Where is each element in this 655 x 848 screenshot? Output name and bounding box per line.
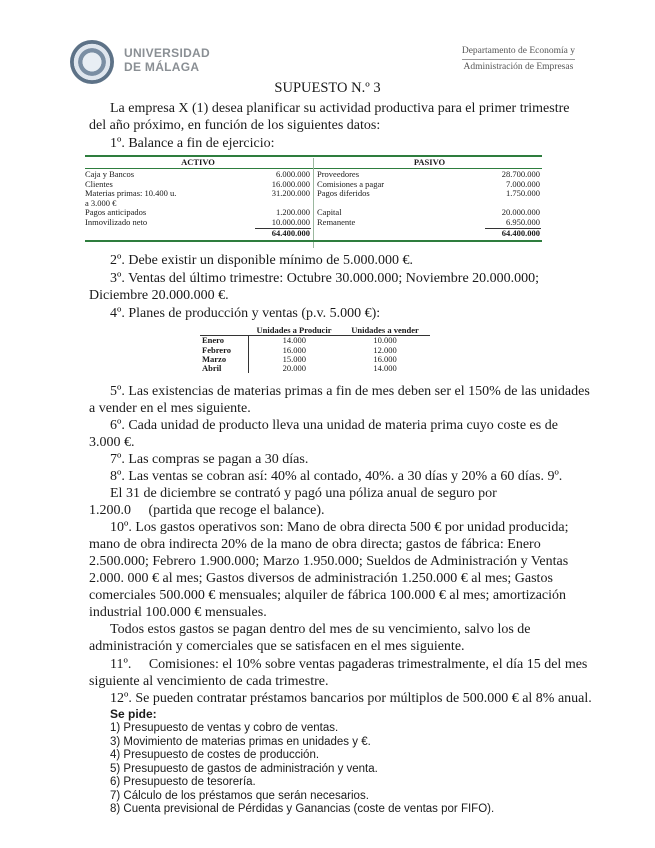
pasivo-row: Remanente 6.950.000 <box>317 216 540 227</box>
point-5-line-2: a vender en el mes siguiente. <box>89 401 251 416</box>
point-10-line-2: mano de obra indirecta 20% de la mano de obra directa; gastos de fábrica: Enero <box>89 537 541 552</box>
plan-header-sell: Unidades a vender <box>340 326 430 336</box>
point-10b-line-2: administración y comerciales que se satisfacen en el mes siguiente. <box>89 639 465 654</box>
plan-produce: 15.000 <box>282 353 306 364</box>
task-item: 7) Cálculo de los préstamos que serán necesarios. <box>110 789 369 802</box>
pasivo-row: Comisiones a pagar 7.000.000 <box>317 178 540 189</box>
point-8: 8º. Las ventas se cobran así: 40% al contado, 40%. a 30 días y 20% a 60 días. 9º. <box>110 469 563 484</box>
plan-produce: 20.000 <box>282 363 306 374</box>
pasivo-row: Proveedores 28.700.000 <box>317 169 540 179</box>
plan-month: Marzo <box>200 355 248 364</box>
balance-top-rule <box>85 155 542 157</box>
task-item: 6) Presupuesto de tesorería. <box>110 776 256 788</box>
point-10b-line-1: Todos estos gastos se pagan dentro del mes de su vencimiento, salvo los de <box>110 622 531 637</box>
task-list <box>110 722 494 817</box>
plan-sell: 10.000 <box>373 335 397 346</box>
plan-row <box>200 364 430 373</box>
point-12: 12º. Se pueden contratar préstamos bancarios por múltiplos de 500.000 € al 8% anual. <box>110 691 592 706</box>
task-item: 4) Presupuesto de costes de producción. <box>110 749 320 761</box>
point-10-line-1: 10º. Los gastos operativos son: Mano de obra directa 500 € por unidad producida; <box>110 520 569 535</box>
page-title: SUPUESTO N.º 3 <box>274 80 381 96</box>
point-10-line-4: 2.000. 000 € al mes; Gastos diversos de administración 1.250.000 € al mes; Gastos <box>89 571 553 586</box>
university-name-line2: DE MÁLAGA <box>124 60 200 74</box>
point-6-line-1: 6º. Cada unidad de producto lleva una unidad de materia prima cuyo coste es de <box>110 418 558 433</box>
task-item: 5) Presupuesto de gastos de administración y venta. <box>110 762 378 775</box>
plan-table <box>200 326 430 373</box>
plan-produce: 14.000 <box>282 335 306 346</box>
university-seal-logo <box>70 40 114 84</box>
point-10-line-3: 2.500.000; Febrero 1.900.000; Marzo 1.950.000; Sueldos de Administración y Ventas <box>89 554 569 569</box>
intro-line-2: del año próximo, en función de los siguientes datos: <box>89 118 381 133</box>
plan-month: Enero <box>200 336 248 346</box>
plan-sell: 14.000 <box>373 363 397 374</box>
activo-row: Inmovilizado neto 10.000.000 <box>85 216 310 227</box>
pasivo-row: Capital 20.000.000 <box>317 207 540 218</box>
point-9-line-2: 1.200.0 (partida que recoge el balance). <box>89 503 325 518</box>
balance-center-divider <box>313 158 314 248</box>
point-10-line-6: industrial 100.000 € mensuales. <box>89 605 267 620</box>
task-item: 1) Presupuesto de ventas y cobro de ventas. <box>110 722 339 734</box>
department-line1: Departamento de Economía y <box>461 46 575 56</box>
point-11-line-2: siguiente al vencimiento de cada trimestre. <box>89 674 329 689</box>
point-1: 1º. Balance a fin de ejercicio: <box>110 136 275 151</box>
point-3-line-1: 3º. Ventas del último trimestre: Octubre 30.000.000; Noviembre 20.000.000; <box>110 271 540 286</box>
plan-sell: 12.000 <box>373 344 397 355</box>
university-name-line1: UNIVERSIDAD <box>124 46 210 60</box>
production-plan-table <box>200 326 430 373</box>
task-item: 3) Movimiento de materias primas en unidades y €. <box>110 735 371 748</box>
pasivo-total: 64.400.000 <box>501 228 540 238</box>
activo-row: Pagos anticipados 1.200.000 <box>85 207 310 218</box>
point-7: 7º. Las compras se pagan a 30 días. <box>110 452 309 467</box>
balance-sheet <box>85 155 542 251</box>
point-5-line-1: 5º. Las existencias de materias primas a fin de mes deben ser el 150% de las unidades <box>110 384 590 399</box>
activo-row: Caja y Bancos 6.000.000 <box>85 169 310 179</box>
task-item: 8) Cuenta previsional de Pérdidas y Ganancias (coste de ventas por FIFO). <box>110 803 495 815</box>
point-3-line-2: Diciembre 20.000.000 €. <box>89 288 229 303</box>
plan-header-produce: Unidades a Producir <box>248 326 340 336</box>
point-4: 4º. Planes de producción y ventas (p.v. 5.000 €): <box>110 306 381 321</box>
pasivo-header: PASIVO <box>413 157 446 167</box>
activo-row: a 3.000 € <box>85 197 117 208</box>
department-line2: Administración de Empresas <box>463 62 574 72</box>
point-9-line-1: El 31 de diciembre se contrató y pagó una póliza anual de seguro por <box>110 486 497 501</box>
plan-sell: 16.000 <box>373 353 397 364</box>
department-header <box>462 44 575 75</box>
plan-produce: 16.000 <box>282 344 306 355</box>
activo-header: ACTIVO <box>181 157 215 167</box>
activo-total: 64.400.000 <box>271 228 310 238</box>
activo-list <box>85 170 310 228</box>
pasivo-list <box>317 170 540 228</box>
point-11-line-1: 11º. Comisiones: el 10% sobre ventas pagaderas trimestralmente, el día 15 del mes <box>110 657 588 672</box>
activo-row: Clientes 16.000.000 <box>85 178 310 189</box>
pasivo-row: Pagos diferidos 1.750.000 <box>317 188 540 199</box>
point-6-line-2: 3.000 €. <box>89 435 135 450</box>
se-pide-heading: Se pide: <box>110 707 157 721</box>
plan-month: Febrero <box>200 346 248 355</box>
plan-month: Abril <box>200 364 248 373</box>
activo-row: Materias primas: 10.400 u. 31.200.000 <box>85 188 310 199</box>
intro-line-1: La empresa X (1) desea planificar su actividad productiva para el primer trimestre <box>110 101 570 116</box>
university-name <box>124 46 210 74</box>
point-10-line-5: comerciales 500.000 € mensuales; alquiler de fábrica 100.000 € al mes; amortización <box>89 588 567 603</box>
point-2: 2º. Debe existir un disponible mínimo de 5.000.000 €. <box>110 253 413 268</box>
balance-bottom-rule <box>85 240 542 242</box>
